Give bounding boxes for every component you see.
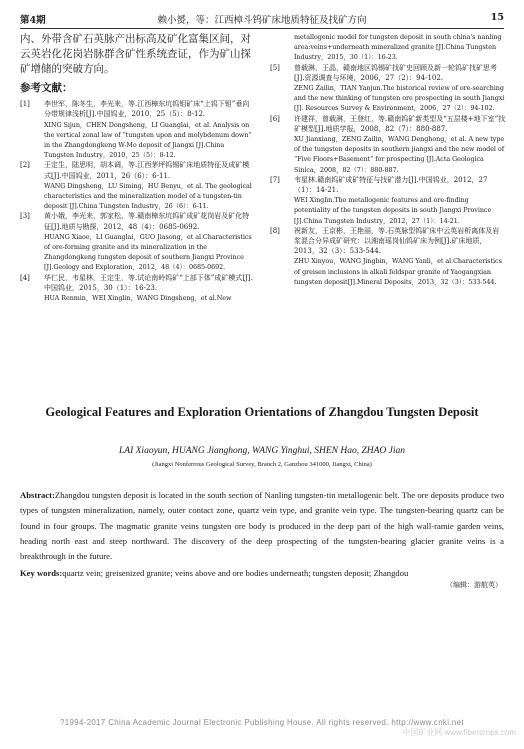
right-column (270, 32, 506, 287)
reference-chinese: 王定生，陆思明，胡本调，等.江西茅坪钨锡矿床地质特征及成矿模式[J].中国钨业，2011，26（6）：6-11. (44, 161, 250, 180)
reference-number: [5] (270, 63, 280, 72)
page-header (20, 10, 504, 29)
conclusion-text: 内、外带含矿石英脉产出标高及矿化富集区间，对云英岩化花岗岩脉群含矿性系统查证，作为矿山探矿增储的突破方向。 (20, 33, 251, 75)
reference-chinese: 曾载淋，王晶，赣南地区钨锡矿找矿史回顾及新一轮钨矿找矿思考[J].资源调查与环境，2006，27（2）：94-102. (294, 63, 497, 82)
reference-english: XING Sijun，CHEN Dongsheng，LI Guanglai，et al. Analysis on the vertical zonal law of “tungsten upon and molybdenum down” in the Zhangdongkeng W-Mo deposit of Jiangxi [J].China Tungsten Industry，2010，25（5）：8-12. (44, 120, 252, 160)
reference-item (20, 160, 256, 211)
reference-chinese: 李世军，陈冬生，李光来，等.江西樟东坑钨钼矿床“上钨下钼”垂向分带规律浅析[J].中国钨业，2010，25（5）：8-12. (44, 100, 250, 119)
reference-item (20, 211, 256, 272)
reference-number: [8] (270, 226, 280, 235)
reference-english: ZENG Zailin，TIAN Yanjun.The historical review of ore-searching and the new thinking of tungsten ore prospecting in south Jiangxi [J]. Resources Survey & Environment，2006，27（2）：94-102. (294, 84, 505, 113)
reference-number: [6] (270, 114, 280, 123)
reference-english: XU Jianxiang，ZENG Zailin，WANG Denghong，et al. A new type of the tungsten deposits in southern jiangxi and the new model of “Five Floors+Basement” for prospecting [J].Acta Geologica Sinica，2008，82（7）：880-887. (294, 135, 505, 174)
reference-english: HUA Renmin，WEI Xinglin，WANG Dingsheng，et al.New (44, 294, 232, 303)
reference-number: [2] (20, 161, 30, 170)
left-column (20, 32, 256, 303)
references-heading: 参考文献： (20, 82, 73, 94)
reference-english: HUANG Xiaoe，LI Guanglai，GUO Jiasong，et al.Characteristics of ore-forming granite and its mineralization in the Zhangdongkeng tungsten deposit of southern Jiangxi Province [J].Geology and Exploration，2012，48（4）：0685-0692. (44, 232, 252, 272)
keywords-label: Key words: (20, 568, 63, 578)
reference-number: [4] (20, 273, 30, 282)
english-affiliation: (Jiangxi Nonferrous Geological Survey, Branch 2, Ganzhou 341000, Jiangxi, China) (152, 461, 372, 468)
page-number: 15 (490, 12, 504, 23)
abstract-text: Zhangdou tungsten deposit is located in the south section of Nanling tungsten-tin metallogenic belt. The ore deposits produce two types of tungsten mineralization, namely, outer contact zone, quartz vein type, and granite vein type. The tungsten-bearing quartz can be found in four groups. The magmatic granite veins tungsten ore body is produced in the deep part of the high wall-ramie garden veins, heading north east and steep northward. The discovery of the deep prospecting of the tungsten-bearing glacier granite veins is a breakthrough in the future. (20, 490, 504, 562)
reference-item (270, 63, 506, 114)
abstract-label: Abstract: (20, 490, 55, 500)
reference-item (270, 175, 506, 226)
running-title: 赖小赟，等：江西樟斗钨矿床地质特征及找矿方向 (157, 15, 367, 26)
watermark: 中国矿业网 www.fibercrops.com (402, 728, 516, 737)
english-keywords (20, 567, 504, 579)
reference-english: WANG Dingsheng，LU Siming，HU Benyu，et al. The geological characteristics and the mineralization model of a tungsten-tin deposit [J].China Tungsten Industry，26（6）：6-11. (44, 181, 252, 211)
english-authors: LAI Xiaoyun, HUANG Jianghong, WANG Yinghui, SHEN Hao, ZHAO Jian (119, 446, 405, 456)
reference-chinese: 黄小娥，李光来，郭家松，等.赣南樟东坑钨矿成矿花岗岩及矿化特征[J].地质与勘探，2012，48（4）：0685-0692. (44, 212, 250, 231)
reference-chinese: 许建祥，曾载淋，王登红，等.赣南钨矿新类型及“五层楼+地下室”找矿模型[J].地质学报，2008，82（7）：880-887. (294, 114, 506, 133)
reference-item (20, 273, 256, 304)
english-title: Geological Features and Exploration Orientations of Zhangdou Tungsten Deposit (45, 405, 479, 419)
reference-english: WEI Xinglin.The metallogenic features and ore-finding potentiality of the tungsten deposits in south Jiangxi Province [J].China Tungsten Industry，2012，27（1）：14-21. (294, 196, 492, 225)
reference-number: [7] (270, 175, 280, 184)
reference-english: ZHU Xinyou，WANG Jingbin，WANG Yanli，et al.Characteristics of greisen inclusions in alkali feldspar granite of Yaogangxian tungsten deposit[J].Mineral Deposits，2013，32（3）：533-544. (294, 257, 502, 286)
reference-english: metallogenic model for tungsten deposit in south china's nanling area:veins+underneath mineralized granite [J].China Tungsten Industry，2015，30（1）：16-23. (294, 33, 502, 62)
keywords-text: quartz vein; greisenized granite; veins above and ore bodies underneath; tungsten deposit; Zhangdou (62, 568, 409, 578)
english-abstract (20, 488, 504, 564)
reference-item (20, 99, 256, 160)
reference-number: [3] (20, 212, 30, 221)
editor-note: （编辑：游航英） (446, 581, 502, 589)
reference-item (270, 226, 506, 287)
reference-chinese: 韦星林.赣南钨矿成矿特征与找矿潜力[J].中国钨业，2012，27（1）：14-21. (294, 175, 488, 195)
copyright-footer: ?1994-2017 China Academic Journal Electronic Publishing House. All rights reserved. http://www.cnki.net (60, 718, 464, 727)
reference-number: [1] (20, 100, 30, 109)
reference-continuation (270, 32, 506, 63)
reference-chinese: 祝新友，王京彬，王艳丽，等.石英脉型钨矿床中云英岩析离体及岩浆混合分异成矿研究：以湘南瑶岗仙钨矿床为例[J].矿床地质，2013，32（3）：533-544. (294, 226, 500, 256)
reference-chinese: 华仁民，韦星林，王定生，等.试论南岭钨矿“上部下体”成矿模式[J].中国钨业，2015，30（1）：16-23. (44, 273, 253, 292)
issue-number: 第4期 (20, 15, 46, 26)
reference-item (270, 114, 506, 175)
